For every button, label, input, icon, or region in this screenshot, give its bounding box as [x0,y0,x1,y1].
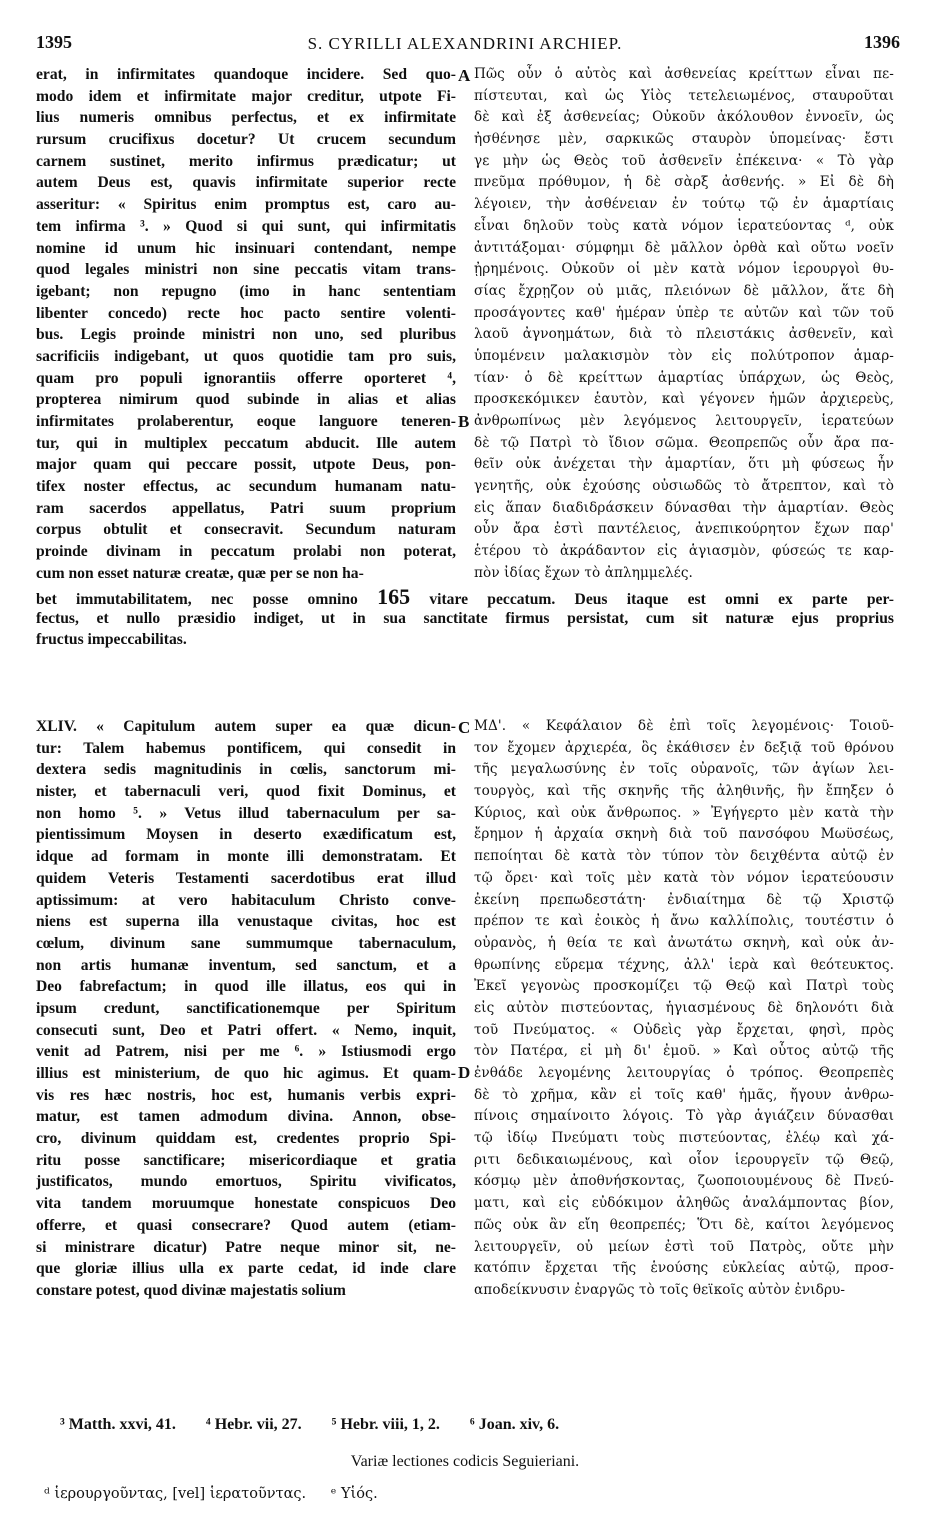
latin-line: pientissimum Moysen in deserto exædificatum est, [36,826,456,844]
section-marker-b: B [458,412,470,431]
greek-line: ἠσθένησε μὲν, σαρκικῶς σταυρὸν ὑπομείνας· ἔστι [474,131,894,148]
latin-line: vis res hæc nostris, hoc est, humanis verbis expri- [36,1086,456,1104]
greek-line: τῷ ἰδίῳ Πνεύματι τοὺς πιστεύοντας, ἐλέῳ καὶ χά- [474,1130,894,1147]
greek-line: ἐκείνη πρεπωδεστάτη· ἐνδιαίτημα δὲ τῷ Χριστῷ [474,891,894,908]
latin-line: tem infirma ³. » Quod si qui sunt, qui infirmitatis [36,217,456,235]
latin-line: constare potest, quod divinæ majestatis solium [36,1281,346,1299]
latin-line: non homo ⁵. » Vetus illud tabernaculum per sa- [36,804,456,822]
greek-line: θρωπίνης εὕρεμα τέχνης, ἀλλ' ἱερὰ καὶ θεότευκτος. [474,956,894,973]
full-width-line-text: vitare peccatum. Deus itaque est omni ex parte per- [429,591,894,608]
variant-readings [44,1486,398,1502]
latin-line: non artis humanæ inventum, sed sanctum, et a [36,956,456,974]
latin-line: nister, et tabernaculi veri, quod fixit Dominus, et [36,783,456,801]
greek-line: τῷ ὄρει· καὶ τοῖς μὲν κατὰ τὸν νόμον ἱερατεύουσιν [474,869,894,886]
greek-line: πῶς οὐκ ἂν εἴη θεοπρεπές; Ὅτι δὲ, καίτοι λεγόμενος [474,1216,894,1233]
greek-line: εἶναι δηλοῦν τοὺς κατὰ νόμον ἱερατεύοντας ᵈ, οὐκ [474,217,894,234]
greek-line: προσκεκόμικεν ἑαυτὸν, καὶ γέγονεν ἡμῶν ἀρχιερεὺς, [474,391,894,408]
latin-line: lius numeris omnibus perfectus, et ex infirmitate [36,109,456,127]
greek-line: οὖν ἄρα ἐστὶ παντέλειος, ἀνεπικούρητον ἔχων παρ' [474,521,894,538]
latin-line: igebant; non repugno (imo in hanc sententiam [36,282,456,300]
greek-line: αποδείκνυσιν ἐναργῶς τὸ τοῖς θεϊκοῖς αὐτὸν ἐνιδρυ- [474,1281,846,1298]
greek-line: λειτουργεῖν, οὐ μείων ἐστὶ τοῦ Πατρὸς, οὔτε μὴν [474,1238,894,1255]
greek-line: σίας ἔχρῃζον οὐ μιᾶς, πλειόνων δὲ μᾶλλον, ἅτε δὴ [474,282,894,299]
latin-line: propterea nimirum quod subinde in alias et alias [36,391,456,409]
greek-line: πνεῦμα πρόθυμον, ἡ δὲ σὰρξ ἀσθενής. » Εἰ δὲ δὴ [474,174,894,191]
greek-line: πὸν ἰδίας ἔχων τὸ ἀπλημμελές. [474,564,693,581]
greek-column-lower [474,716,894,1302]
greek-line: ἑτέρου τὸ ἀκράδαντον εἰς ἁγιασμὸν, φύσεώς τε καρ- [474,543,894,560]
latin-line: que gloriæ illius ulla ex parte cedat, id inde clare [36,1260,456,1278]
greek-line: δὲ τὸ χρῆμα, κἂν εἰ τοῖς καθ' ἡμᾶς, ἤγουν ἀνθρω- [474,1086,894,1103]
latin-column-lower [36,716,456,1302]
latin-line: tifex noster effectus, ac secundum humanam natu- [36,478,456,496]
latin-line: vita tandem moruumque honestate conspicuos Deo [36,1195,456,1213]
latin-line: proinde divinam in peccatum prolabi non poterat, [36,543,456,561]
section-marker-d: D [458,1063,471,1082]
greek-line: τοῦ Πνεύματος. « Οὐδεὶς γὰρ ἔρχεται, φησὶ, πρὸς [474,1021,894,1038]
greek-line: λαοῦ ἀγνοημάτων, διὰ τὸ πλειστάκις ἀσθενεῖν, καὶ [474,326,894,343]
latin-line: consecuti sunt, Deo et Patri offert. « Nemo, inquit, [36,1021,456,1039]
latin-line: rursum crucifixus docetur? Ut crucem secundum [36,131,456,149]
greek-line: τίαν· ὁ δὲ κρείττων ἁμαρτίας ὑπάρχων, ὡς Θεὸς, [474,369,894,386]
greek-line: ΜΔ'. « Κεφάλαιον δὲ ἐπὶ τοῖς λεγομένοις· Τοιοῦ- [474,718,894,734]
greek-line: ματι, καὶ εἰς εὐδόκιμον ἀληθῶς ἀναλάμποντας βίον, [474,1195,894,1212]
latin-line: tur: Talem habemus pontificem, qui consedit in [36,739,456,757]
latin-line: carnem sustinet, merito infirmus prædicatur; ut [36,152,456,170]
greek-line: γενητῆς, οὐκ ἐχούσης οὐσιωδῶς τὸ ἄτρεπτον, καὶ τὸ [474,478,894,495]
greek-line: ἀνθρωπίνως μὲν λεγόμενος λειτουργεῖν, ἱερατεύων [474,413,894,429]
greek-line: τον ἔχομεν ἀρχιερέα, ὃς ἐκάθισεν ἐν δεξιᾷ τοῦ θρόνου [474,739,894,756]
latin-line: XLIV. « Capitulum autem super ea quæ dicun- [36,718,456,735]
latin-line: autem Deus est, quavis infirmitate superior recte [36,174,456,192]
page-number-right: 1396 [864,32,900,52]
running-title: S. CYRILLI ALEXANDRINI ARCHIEP. [307,34,623,53]
latin-line: niens est superna illa venustaque civitas, hoc est [36,913,456,931]
latin-column-upper [36,64,456,585]
latin-line: idque ad formam in monte illi demonstratam. Et [36,848,456,866]
greek-line: πίνοις σημαίνοιτο λόγοις. Τὸ γὰρ ἁγιάζειν δύνασθαι [474,1108,894,1125]
latin-line: asseritur: « Spiritus enim promptus est, caro au- [36,196,456,214]
page-number-left: 1395 [36,32,72,52]
full-width-line: fructus impeccabilitas. [36,631,187,649]
footnotes [60,1416,585,1434]
latin-line: dextera sedis magnitudinis in cœlis, sanctorum mi- [36,761,456,779]
running-header [0,32,930,62]
greek-line: ἐνθάδε λεγομένης λειτουργίας ὁ τρόπος. Θεοπρεπὲς [474,1065,894,1081]
greek-line: τουργὸς, καὶ τῆς σκηνῆς τῆς ἀληθινῆς, ἣν ἔπηξεν ὁ [474,783,894,800]
greek-line: γε μὴν ὡς Θεὸς τοῦ ἀσθενεῖν ἐπέκεινα· « Τὸ γὰρ [474,152,894,169]
latin-line: si ministrare dicatur) Patre neque minor sit, ne- [36,1238,456,1256]
greek-line: τὸν Πατέρα, εἰ μὴ δι' ἐμοῦ. » Καὶ οὗτος αὐτῷ τῆς [474,1043,894,1060]
greek-line: κατόπιν ἔρχεται τῆς ἑνούσης εὐκλείας αὐτῷ, προσ- [474,1260,894,1277]
latin-line: justificatos, mundo emortuos, Spiritu vivificatos, [36,1173,456,1191]
latin-line: cro, divinum quiddam est, credentes proprio Spi- [36,1130,456,1148]
greek-line: ἀντιτάξομαι· σύμφημι δὲ μᾶλλον ὀρθὰ καὶ οὕτω νοεῖν [474,239,894,256]
latin-line: sacrificiis indigebant, ut quos quotidie tam pro suis, [36,347,456,365]
full-width-line [36,586,894,608]
latin-line: modo idem et infirmitate major creditur, utpote Fi- [36,87,456,105]
latin-line: ipsum credunt, sanctificationemque per Spiritum [36,999,456,1017]
latin-line: offerre, et quasi consecrare? Quod autem (etiam- [36,1216,456,1234]
margin-page-number: 165 [377,586,411,608]
greek-line: Πῶς οὖν ὁ αὐτὸς καὶ ἀσθενείας κρείττων εἶναι πε- [474,66,894,82]
latin-line: cum non esset naturæ creatæ, quæ per se non ha- [36,564,364,582]
greek-line: ἔρημον ἡ ἀρχαία σκηνὴ διὰ τοῦ πανσόφου Μωϋσέως, [474,826,894,843]
greek-line: Κύριος, καὶ οὐκ ἄνθρωπος. » Ἐγήγερτο μὲν κατὰ τὴν [474,804,894,821]
greek-line: πεποίηται δὲ κατὰ τὸν τύπον τὸν δειχθέντα αὐτῷ ἐν [474,848,894,865]
latin-line: cœlum, divinum sane summumque tabernaculum, [36,934,456,952]
latin-line: nomine id unum hic insinuari contendant, nempe [36,239,456,257]
latin-line: bus. Legis proinde ministri non uno, sed pluribus [36,326,456,344]
latin-line: ram sacerdos appellatus, Patri suum proprium [36,499,456,517]
full-width-line-text: bet immutabilitatem, nec posse omnino [36,591,358,608]
section-marker-a: A [458,66,471,85]
footnote: ⁴ Hebr. vii, 27. [205,1416,302,1433]
latin-line: matur, est tamen admodum divina. Annon, obse- [36,1108,456,1126]
latin-line: major quam qui peccare possit, utpote Deus, pon- [36,456,456,474]
greek-line: κόσμῳ μὲν ἀποθνήσκοντας, ζωοποιουμένους δὲ Πνεύ- [474,1173,894,1190]
greek-line: ὑπομένειν μαλακισμὸν τὸν εἰς πολύτροπον ἁμαρ- [474,347,894,364]
greek-line: δὲ τῷ Πατρὶ τὸ ἴδιον σῶμα. Θεοπρεπῶς οὖν ἄρα πα- [474,434,894,451]
greek-column-upper [474,64,894,585]
latin-line: ritu posse sanctificare; misericordiaque et gratia [36,1151,456,1169]
greek-line: δὲ καὶ ἐξ ἀσθενείας; Οὐκοῦν ἀκόλουθον ἐννοεῖν, ὡς [474,109,894,126]
latin-line: libenter concedo) recte hoc pacto sentire volenti- [36,304,456,322]
greek-line: ριτι δεδικαιωμένους, καὶ οἷον ἱερουργεῖν τῷ Θεῷ, [474,1151,894,1168]
variant-reading: ᵈ ἱερουργοῦντας, [vel] ἱερατοῦντας. [44,1486,307,1502]
greek-line: πίστευται, καὶ ὡς Υἱὸς τετελειωμένος, σταυροῦται [474,87,894,104]
greek-line: εἰς ἅπαν διαδιδράσκειν δύνασθαι τὴν ἁμαρτίαν. Θεὸς [474,499,894,516]
latin-line: quam pro populi ignorantiis offerre oporteret ⁴, [36,369,456,387]
latin-line: quod legales ministri non sine peccatis vitam trans- [36,261,456,279]
footnote: ³ Matth. xxvi, 41. [60,1416,176,1433]
variant-reading: ᵉ Υἱός. [330,1486,378,1502]
greek-line: εἰς αὐτὸν πιστεύοντας, ἡγιασμένους δὲ δηλονότι διὰ [474,999,894,1016]
latin-line: corpus obtulit et consecravit. Secundum naturam [36,521,456,539]
latin-line: erat, in infirmitates quandoque incidere. Sed quo- [36,66,456,83]
greek-line: Ἐκεῖ γεγονὼς προσκομίζει τῷ Θεῷ καὶ Πατρὶ τοὺς [474,978,894,995]
greek-line: λέγοιεν, τὴν ἀσθένειαν ἐν τούτῳ τῷ ἐν ἁμαρτίαις [474,196,894,213]
latin-line: infirmitates prolaberentur, eoque languore teneren- [36,413,456,430]
full-width-line: fectus, et nullo præsidio indiget, ut in sua sanctitate firmus persistat, cum sit naturæ ejus proprius [36,609,894,627]
latin-line: aptissimum: at vero habitaculum Christo conve- [36,891,456,909]
greek-line: πρέπον τε καὶ ἐοικὸς ἡ ἄνω καλλίπολις, τουτέστιν ὁ [474,913,894,930]
latin-line: Deo fabrefactum; in quod ille illatus, eos qui in [36,978,456,996]
greek-line: θεῖν οὐκ ἀνέχεται τὴν ἁμαρτίαν, ὅτι μὴ φύσεως ἦν [474,456,894,473]
latin-line: illius est ministerium, de quo hic agimus. Et quam- [36,1065,456,1082]
greek-line: οὐρανὸς, ἡ θεία τε καὶ ἀνωτάτω σκηνὴ, καὶ οὐκ ἀν- [474,934,894,951]
section-marker-c: C [458,718,471,737]
greek-line: ᾐρημένοις. Οὐκοῦν οἱ μὲν κατὰ νόμον ἱερουργοὶ θυ- [474,261,894,278]
latin-line: venit ad Patrem, nisi per me ⁶. » Istiusmodi ergo [36,1043,456,1061]
greek-line: προσάγοντες καθ' ἡμέραν ὑπὲρ τε αὐτῶν καὶ τῶν τοῦ [474,304,894,321]
latin-line: tur, qui in multiplex peccatum abducit. Ille autem [36,434,456,452]
greek-line: τῆς μεγαλωσύνης ἐν τοῖς οὐρανοῖς, τῶν ἁγίων λει- [474,761,894,778]
full-width-paragraph [36,586,894,651]
latin-line: quidem Veteris Testamenti sacerdotibus erat illud [36,869,456,887]
variant-readings-title: Variæ lectiones codicis Seguieriani. [350,1453,580,1470]
footnote: ⁶ Joan. xiv, 6. [469,1416,560,1433]
footnote: ⁵ Hebr. viii, 1, 2. [331,1416,440,1433]
